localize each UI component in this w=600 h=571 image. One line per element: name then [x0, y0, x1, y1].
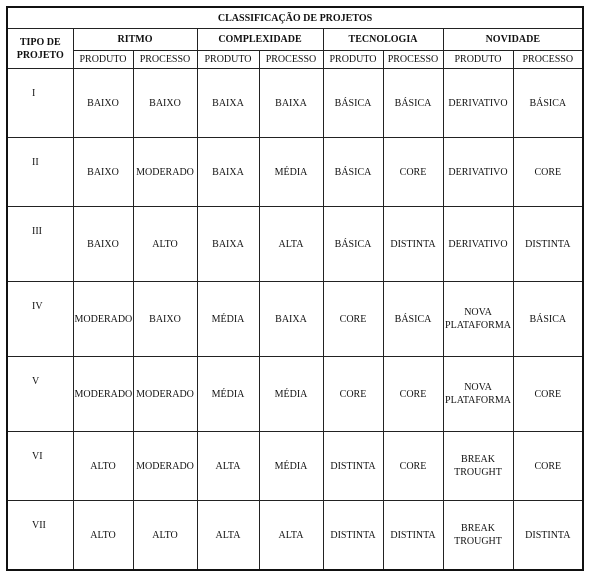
table-cell: CORE	[383, 138, 443, 207]
row-type-label: III	[7, 207, 73, 282]
subheader: PRODUTO	[323, 51, 383, 69]
table-cell: CORE	[513, 357, 583, 432]
subheader: PROCESSO	[133, 51, 197, 69]
table-cell: MODERADO	[133, 138, 197, 207]
group-header-ritmo: RITMO	[73, 29, 197, 51]
subheader: PRODUTO	[197, 51, 259, 69]
table-cell: MODERADO	[133, 357, 197, 432]
table-cell: BAIXO	[133, 282, 197, 357]
table-cell: CORE	[323, 282, 383, 357]
table-cell: ALTA	[197, 432, 259, 501]
table-cell: BÁSICA	[383, 69, 443, 138]
table-row	[7, 282, 583, 357]
subheader: PROCESSO	[513, 51, 583, 69]
table-cell: BAIXO	[73, 207, 133, 282]
row-type-label: I	[7, 69, 73, 138]
group-header-tecnologia: TECNOLOGIA	[323, 29, 443, 51]
table-cell: MODERADO	[73, 282, 133, 357]
table-row	[7, 138, 583, 207]
table-body	[7, 69, 583, 571]
table-cell: MÉDIA	[197, 282, 259, 357]
table-cell: DERIVATIVO	[443, 69, 513, 138]
table-cell: ALTA	[259, 207, 323, 282]
table-cell: BAIXO	[133, 69, 197, 138]
table-cell: BAIXA	[259, 282, 323, 357]
table-cell: BÁSICA	[383, 282, 443, 357]
table-cell: DISTINTA	[383, 207, 443, 282]
table-row	[7, 69, 583, 138]
table-cell: BÁSICA	[513, 282, 583, 357]
table-row	[7, 207, 583, 282]
table-cell: MÉDIA	[197, 357, 259, 432]
table-cell: BREAK TROUGHT	[443, 432, 513, 501]
table-cell: DISTINTA	[323, 501, 383, 571]
group-header-novidade: NOVIDADE	[443, 29, 583, 51]
table-cell: DERIVATIVO	[443, 207, 513, 282]
table-cell: BÁSICA	[323, 207, 383, 282]
table-cell: BREAK TROUGHT	[443, 501, 513, 571]
table-cell: DISTINTA	[513, 207, 583, 282]
table-cell: BAIXA	[197, 138, 259, 207]
table-cell: ALTO	[133, 501, 197, 571]
subheader: PROCESSO	[259, 51, 323, 69]
table-cell: DERIVATIVO	[443, 138, 513, 207]
table-row	[7, 357, 583, 432]
table-row	[7, 432, 583, 501]
row-type-label: IV	[7, 282, 73, 357]
table-cell: NOVA PLATAFORMA	[443, 282, 513, 357]
subheader: PRODUTO	[73, 51, 133, 69]
table-cell: ALTO	[133, 207, 197, 282]
table-cell: CORE	[513, 432, 583, 501]
table-cell: CORE	[383, 357, 443, 432]
table-cell: ALTO	[73, 501, 133, 571]
table-cell: BAIXA	[197, 207, 259, 282]
table-cell: DISTINTA	[323, 432, 383, 501]
row-type-label: V	[7, 357, 73, 432]
project-classification-table	[6, 6, 584, 571]
table-cell: CORE	[513, 138, 583, 207]
table-cell: CORE	[383, 432, 443, 501]
table-cell: ALTA	[259, 501, 323, 571]
table-cell: BÁSICA	[323, 138, 383, 207]
table-cell: BAIXO	[73, 69, 133, 138]
table-cell: MODERADO	[73, 357, 133, 432]
table-cell: BAIXO	[73, 138, 133, 207]
subheader: PROCESSO	[383, 51, 443, 69]
table-cell: MÉDIA	[259, 432, 323, 501]
subheader: PRODUTO	[443, 51, 513, 69]
table-cell: BAIXA	[197, 69, 259, 138]
table-row	[7, 501, 583, 571]
table-title: CLASSIFICAÇÃO DE PROJETOS	[7, 7, 583, 29]
row-type-label: VII	[7, 501, 73, 571]
table-cell: MÉDIA	[259, 138, 323, 207]
row-header-tipo: TIPO DE PROJETO	[7, 29, 73, 69]
row-type-label: VI	[7, 432, 73, 501]
table-cell: BÁSICA	[513, 69, 583, 138]
group-header-complexidade: COMPLEXIDADE	[197, 29, 323, 51]
table-cell: MODERADO	[133, 432, 197, 501]
table-cell: ALTA	[197, 501, 259, 571]
table-cell: ALTO	[73, 432, 133, 501]
table-cell: MÉDIA	[259, 357, 323, 432]
row-type-label: II	[7, 138, 73, 207]
table-cell: DISTINTA	[513, 501, 583, 571]
table-cell: BÁSICA	[323, 69, 383, 138]
table-cell: CORE	[323, 357, 383, 432]
table-cell: DISTINTA	[383, 501, 443, 571]
table-cell: BAIXA	[259, 69, 323, 138]
table-cell: NOVA PLATAFORMA	[443, 357, 513, 432]
